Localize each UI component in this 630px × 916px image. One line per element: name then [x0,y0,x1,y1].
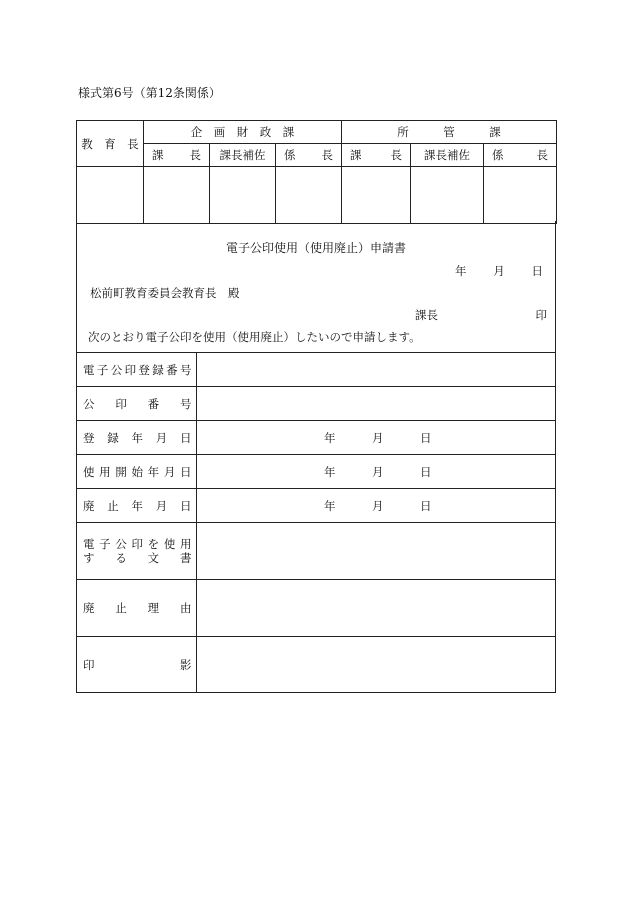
dept2-name: 所 管 課 [397,125,501,139]
stamp-box[interactable] [77,167,144,224]
role-cell [210,144,276,167]
registered-date-label: 登録年月日 [83,430,192,445]
seal-impression-label: 印影 [83,657,192,672]
application-section [76,221,556,352]
applicant-line[interactable] [415,307,547,323]
stamp-box[interactable] [210,167,276,224]
role-label: 係 長 [492,148,549,162]
dept1-name: 企 画 財 政 課 [190,125,295,139]
role-label: 課長補佐 [424,148,471,162]
year-label: 年 [324,430,336,445]
date-month: 月 [493,264,505,278]
year-label: 年 [324,498,336,513]
year-label: 年 [324,464,336,479]
dept2-header [342,121,557,144]
seal-no-label: 公印番号 [83,396,192,411]
row-label [77,580,197,637]
stamp-box[interactable] [276,167,342,224]
role-cell [144,144,210,167]
abolish-date-field[interactable] [197,489,556,523]
reason-field[interactable] [197,580,556,637]
role-label: 課 長 [350,148,403,162]
applicant-title: 課長 [415,308,438,322]
addressee: 松前町教育委員会教育長 殿 [90,286,240,300]
dept1-header [144,121,342,144]
documents-field[interactable] [197,523,556,580]
applicant-seal: 印 [535,308,547,322]
use-start-date-label: 使用開始年月日 [83,464,192,479]
form-number: 様式第6号（第12条関係） [78,86,221,100]
role-label: 課 長 [152,148,201,162]
registered-date-field[interactable] [197,421,556,455]
row-label [77,489,197,523]
application-title: 電子公印使用（使用廃止）申請書 [225,241,406,255]
registration-no-label: 電子公印登録番号 [83,362,192,377]
board-chief-text: 教 育 長 [81,136,139,151]
approval-table [76,120,557,224]
month-label: 月 [372,498,384,513]
date-fields [197,455,555,488]
board-chief-label [77,121,144,167]
row-label [77,455,197,489]
reason-label: 廃止理由 [83,601,192,615]
day-label: 日 [420,430,432,445]
seal-no-field[interactable] [197,387,556,421]
use-start-date-field[interactable] [197,455,556,489]
day-label: 日 [420,498,432,513]
application-statement: 次のとおり電子公印を使用（使用廃止）したいので申請します。 [88,330,421,344]
documents-label-line2: する文書 [83,551,192,565]
date-year: 年 [455,264,467,278]
row-label [77,353,197,387]
seal-impression-field[interactable] [197,637,556,693]
month-label: 月 [372,464,384,479]
role-label: 課長補佐 [219,148,266,162]
role-label: 係 長 [284,148,334,162]
month-label: 月 [372,430,384,445]
stamp-box[interactable] [484,167,557,224]
role-cell [276,144,342,167]
role-cell [484,144,557,167]
details-table [76,352,556,693]
role-cell [411,144,484,167]
stamp-box[interactable] [342,167,411,224]
date-day: 日 [531,264,543,278]
registration-no-field[interactable] [197,353,556,387]
row-label [77,637,197,693]
date-fields [197,489,555,522]
application-date[interactable] [455,263,543,279]
stamp-box[interactable] [144,167,210,224]
stamp-box[interactable] [411,167,484,224]
date-fields [197,421,555,454]
day-label: 日 [420,464,432,479]
row-label [77,387,197,421]
role-cell [342,144,411,167]
documents-label-line1: 電子公印を使用 [83,537,192,551]
row-label [77,421,197,455]
abolish-date-label: 廃止年月日 [83,498,192,513]
row-label [77,523,197,580]
